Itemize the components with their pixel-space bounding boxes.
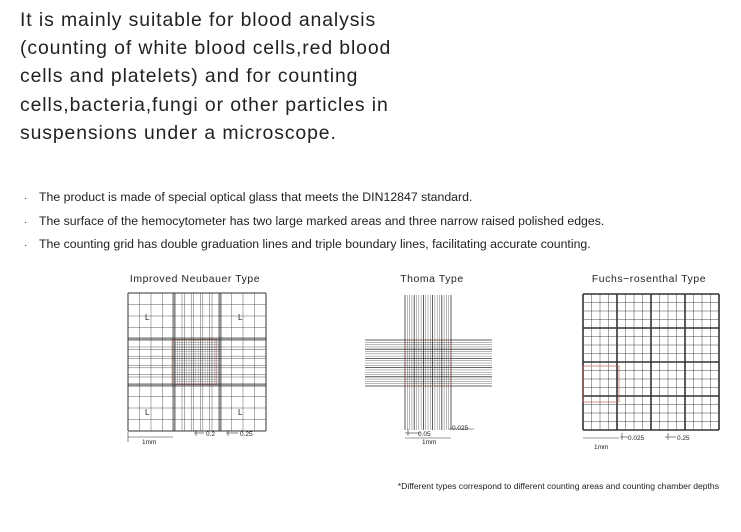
corner-label-tl: L (145, 313, 150, 322)
list-item (24, 186, 604, 210)
feature-text: The product is made of special optical glass that meets the DIN12847 standard. (39, 190, 473, 204)
bullet-dot: · (24, 216, 28, 228)
fuchs-grid-lines (583, 294, 719, 430)
scale-1mm-label: 1mm (422, 439, 437, 446)
feature-text: The surface of the hemocytometer has two large marked areas and three narrow raised polished edges. (39, 213, 605, 228)
intro-line: suspensions under a microscope. (20, 121, 337, 144)
thoma-grid-lines (365, 295, 492, 430)
scale-a-label: 0.05 (418, 431, 431, 438)
neubauer-title: Improved Neubauer Type (129, 274, 261, 285)
intro-line: cells,bacteria,fungi or other particles in (20, 93, 389, 116)
corner-label-bl: L (145, 408, 150, 417)
scale-1mm-label: 1mm (594, 444, 609, 451)
intro-paragraph (20, 6, 450, 147)
list-item (24, 233, 604, 257)
scale-a-label: 0.2 (206, 431, 216, 438)
thoma-title: Thoma Type (400, 274, 464, 285)
scale-b-label: 0.025 (452, 425, 469, 432)
feature-list (24, 186, 604, 257)
scale-1mm-label: 1mm (142, 439, 157, 446)
list-item (24, 210, 604, 234)
neubauer-center-highlight (172, 340, 216, 384)
feature-text: The counting grid has double graduation lines and triple boundary lines, facilitating accurate counting. (39, 237, 591, 251)
scale-a-label: 0.025 (628, 435, 645, 442)
intro-line: (counting of white blood cells,red blood (20, 37, 392, 60)
scale-b-label: 0.25 (240, 431, 253, 438)
scale-b-label: 0.25 (677, 435, 690, 442)
thoma-grid-diagram (362, 290, 502, 450)
intro-line: cells and platelets) and for counting (20, 65, 359, 88)
footnote: *Different types correspond to different counting areas and counting chamber depths (397, 481, 719, 491)
bullet-dot: · (24, 193, 28, 204)
neubauer-grid-diagram (122, 290, 272, 450)
fuchs-rosenthal-grid-diagram (578, 290, 723, 455)
corner-label-br: L (238, 408, 243, 417)
corner-label-tr: L (238, 313, 243, 322)
intro-line: It is mainly suitable for blood analysis (20, 9, 377, 31)
fuchs-title: Fuchs−rosenthal Type (591, 274, 707, 285)
bullet-dot: · (24, 240, 28, 251)
